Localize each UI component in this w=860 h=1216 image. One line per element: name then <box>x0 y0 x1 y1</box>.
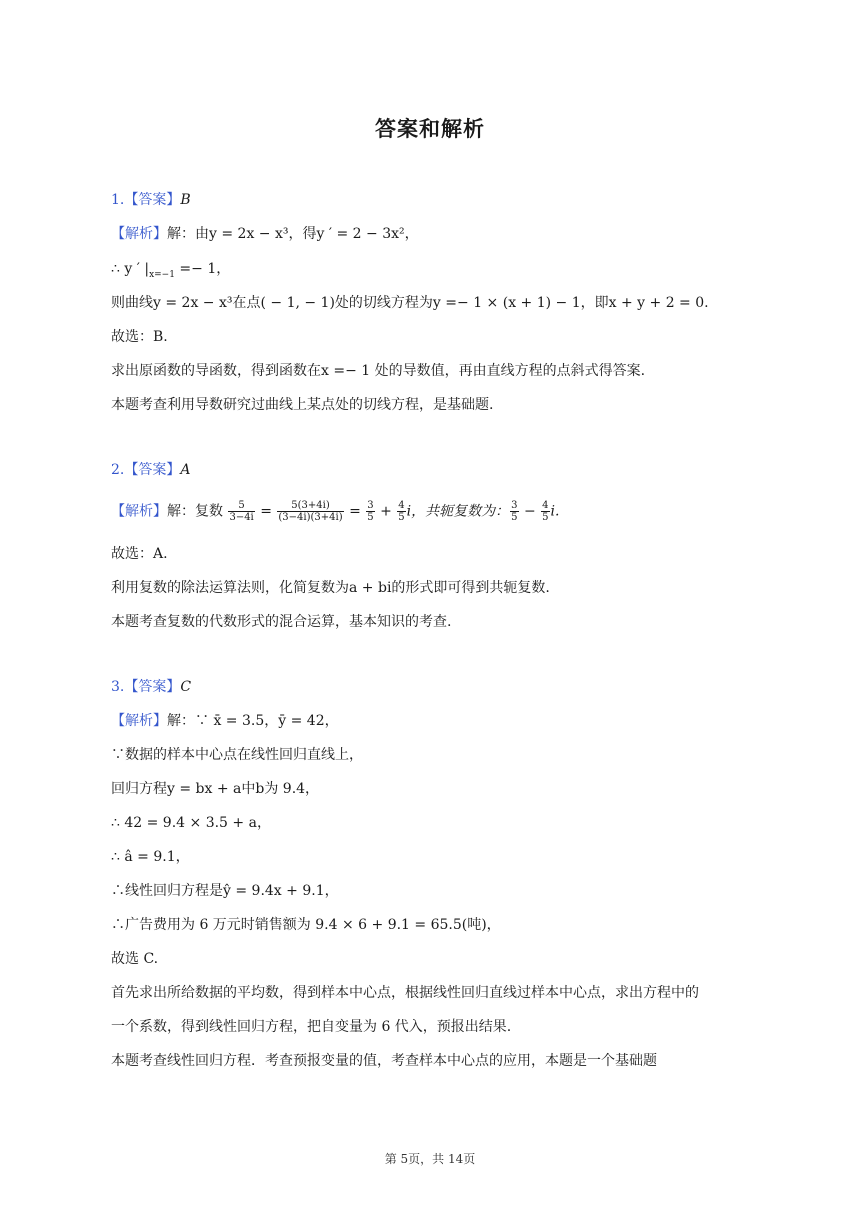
q1-line6: 本题考查利用导数研究过曲线上某点处的切线方程，是基础题. <box>111 397 494 413</box>
q1-answer-tag: 【答案】 <box>124 192 181 208</box>
page-title: 答案和解析 <box>375 116 485 141</box>
q2-f3-den: 5 <box>367 512 374 523</box>
q3-line1: 解：∵ x̄ = 3.5，ȳ = 42， <box>167 713 339 729</box>
q2-f5-num: 3 <box>511 500 518 511</box>
q2-f6-den: 5 <box>542 512 549 523</box>
q1-analysis-line2 <box>111 259 230 285</box>
q2-f4-num: 4 <box>398 500 405 511</box>
q3-line3: 回归方程y = bx + a中b为 9.4， <box>111 781 320 797</box>
q2-fraction-4 <box>397 500 405 523</box>
q2-f4-den: 5 <box>398 512 405 523</box>
q3-answer-tag: 【答案】 <box>124 679 181 695</box>
q2-analysis-line1 <box>111 500 559 523</box>
q1-analysis-line1 <box>111 224 419 244</box>
q1-line2a: ∴ y ′ | <box>111 261 150 277</box>
q2-f6-num: 4 <box>542 500 549 511</box>
q2-line4: 本题考查复数的代数形式的混合运算，基本知识的考查. <box>111 614 452 630</box>
q3-number: 3. <box>111 679 125 695</box>
q3-line10: 一个系数，得到线性回归方程，把自变量为 6 代入，预报出结果. <box>111 1019 512 1035</box>
q2-fraction-6 <box>541 500 549 523</box>
q1-line5: 求出原函数的导函数，得到函数在x =− 1 处的导数值，再由直线方程的点斜式得答案. <box>111 363 646 379</box>
q2-minus: − <box>519 503 541 520</box>
q2-line1-prefix: 解：复数 <box>167 503 223 520</box>
q2-f2-num: 5(3+4i) <box>277 500 343 512</box>
q3-line11: 本题考查线性回归方程．考查预报变量的值，考查样本中心点的应用，本题是一个基础题 <box>111 1053 657 1069</box>
q2-number: 2. <box>111 462 125 478</box>
q3-line4: ∴ 42 = 9.4 × 3.5 + a， <box>111 815 271 831</box>
q2-answer-tag: 【答案】 <box>124 462 181 478</box>
q3-line2: ∵数据的样本中心点在线性回归直线上， <box>111 747 363 763</box>
q1-line3: 则曲线y = 2x − x³在点( − 1, − 1)处的切线方程为y =− 1 × (x + 1) − 1，即x + y + 2 = 0. <box>111 295 709 311</box>
q2-answer: A <box>180 462 191 478</box>
q2-plus: + <box>375 503 397 520</box>
q2-fraction-5 <box>510 500 518 523</box>
q2-eq1: = <box>255 503 277 520</box>
q3-line6: ∴线性回归方程是ŷ = 9.4x + 9.1， <box>111 883 339 899</box>
q2-answer-line <box>111 460 190 480</box>
q2-line3: 利用复数的除法运算法则，化简复数为a + bi的形式即可得到共轭复数. <box>111 580 550 596</box>
q1-number: 1. <box>111 192 125 208</box>
q3-line8: 故选 C. <box>111 951 159 967</box>
q2-f1-num: 5 <box>228 500 254 512</box>
q1-answer-line <box>111 190 191 210</box>
q3-line5: ∴ â = 9.1， <box>111 849 190 865</box>
q2-fraction-2 <box>277 500 343 523</box>
q3-line7: ∴广告费用为 6 万元时销售额为 9.4 × 6 + 9.1 = 65.5(吨)， <box>111 917 501 933</box>
q2-eq2: = <box>344 503 366 520</box>
q2-i2: i. <box>550 503 560 520</box>
q1-line1: 解：由y = 2x − x³，得y ′ = 2 − 3x²， <box>167 226 419 242</box>
q1-answer: B <box>180 192 191 208</box>
q3-analysis-line1 <box>111 711 339 731</box>
q1-analysis-tag: 【解析】 <box>111 226 167 242</box>
q2-i1: i，共轭复数为： <box>406 503 510 520</box>
q3-answer: C <box>180 679 192 695</box>
q3-answer-line <box>111 677 191 697</box>
q2-f2-den: (3−4i)(3+4i) <box>278 512 343 523</box>
q2-fraction-1 <box>228 500 254 523</box>
q3-analysis-tag: 【解析】 <box>111 713 167 729</box>
q2-line2: 故选：A. <box>111 546 168 562</box>
q2-fraction-3 <box>366 500 374 523</box>
page-footer: 第 5页，共 14页 <box>384 1152 476 1166</box>
q1-line2-sub: x=−1 <box>149 269 175 280</box>
q2-f1-den: 3−4i <box>229 512 254 523</box>
q2-f5-den: 5 <box>511 512 518 523</box>
q3-line9: 首先求出所给数据的平均数，得到样本中心点，根据线性回归直线过样本中心点，求出方程中的 <box>111 985 699 1001</box>
q1-line2b: =− 1， <box>174 261 231 277</box>
q1-line4: 故选：B. <box>111 329 168 345</box>
q2-f3-num: 3 <box>367 500 374 511</box>
q2-analysis-tag: 【解析】 <box>111 503 167 520</box>
